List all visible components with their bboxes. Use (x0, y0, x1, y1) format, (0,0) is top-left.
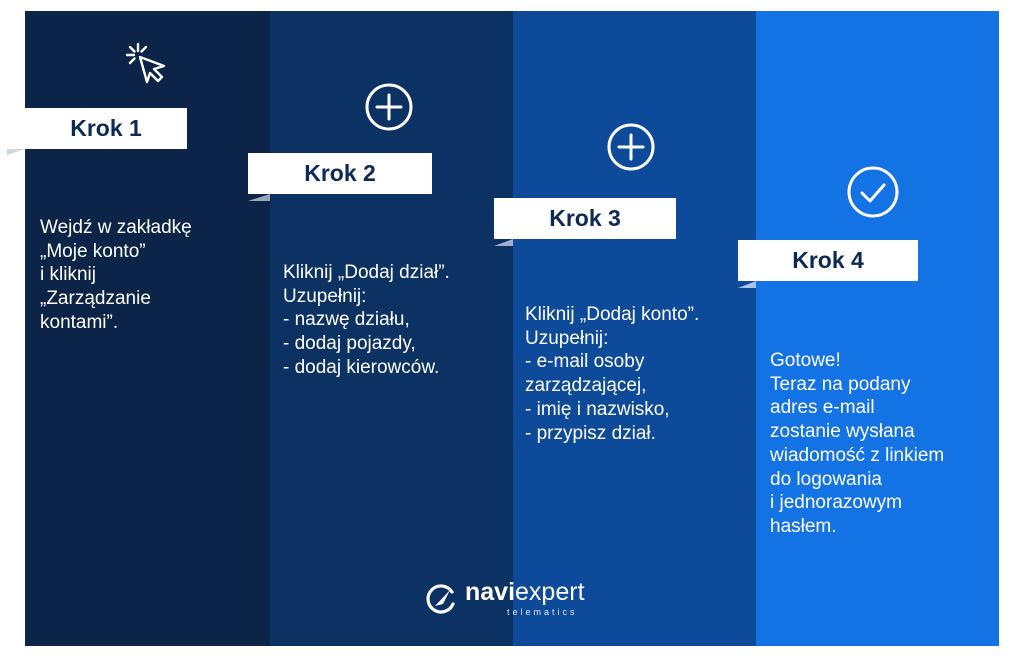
step-4-line: adres e-mail (770, 397, 875, 419)
step-1-line: i kliknij (40, 264, 96, 286)
step-4-line: zostanie wysłana (770, 421, 915, 443)
step-2-tag-fold (248, 194, 270, 201)
step-3-line: - imię i nazwisko, (525, 398, 670, 420)
step-3-line: - przypisz dział. (525, 422, 656, 444)
step-4-line: i jednorazowym (770, 492, 902, 514)
step-3-label: Krok 3 (549, 205, 621, 231)
step-2-line: Kliknij „Dodaj dział”. (283, 262, 450, 283)
step-3-line: - e-mail osoby (525, 351, 645, 373)
step-1-tag-fold (7, 149, 25, 155)
step-4-line: wiadomość z linkiem (770, 444, 945, 466)
plus-circle-icon (362, 80, 416, 134)
step-1-label: Krok 1 (70, 115, 142, 141)
step-1-line: kontami”. (40, 311, 119, 333)
step-3-column (513, 11, 756, 646)
step-4-label: Krok 4 (792, 247, 864, 273)
step-1-line: „Zarządzanie (40, 288, 151, 310)
step-2-description (283, 261, 450, 380)
naviexpert-logo (425, 577, 635, 625)
step-2-line: - dodaj kierowców. (283, 356, 440, 378)
step-4-line: do logowania (770, 468, 882, 490)
step-2-tag (248, 153, 432, 194)
step-4-tag-fold (738, 281, 756, 288)
step-2-line: - nazwę działu, (283, 309, 410, 331)
logo-subtitle: telematics (507, 607, 578, 617)
step-2-line: - dodaj pojazdy, (283, 333, 416, 355)
step-4-line: Gotowe! (770, 350, 841, 371)
step-4-column (756, 11, 999, 646)
cursor-click-icon (124, 40, 172, 88)
step-3-tag-fold (494, 239, 513, 246)
step-4-tag (738, 240, 918, 281)
step-2-column (270, 11, 516, 646)
step-3-line: Uzupełnij: (525, 327, 609, 349)
check-circle-icon (845, 164, 901, 220)
step-3-line: Kliknij „Dodaj konto”. (525, 304, 700, 325)
navi-compass-icon (425, 583, 457, 620)
logo-name-bold: navi (465, 578, 516, 606)
step-3-line: zarządzającej, (525, 375, 647, 397)
step-1-line: „Moje konto” (40, 240, 146, 262)
step-4-description (770, 349, 944, 539)
step-2-label: Krok 2 (304, 160, 376, 186)
step-4-line: hasłem. (770, 515, 837, 537)
step-1-tag (25, 108, 187, 149)
steps-board (25, 11, 999, 646)
step-2-line: Uzupełnij: (283, 285, 367, 307)
step-1-description (40, 216, 192, 335)
plus-circle-icon (604, 120, 658, 174)
step-1-column (25, 11, 270, 646)
logo-name-light: expert (515, 578, 585, 606)
step-1-line: Wejdź w zakładkę (40, 217, 192, 238)
step-3-description (525, 303, 699, 445)
step-3-tag (494, 198, 676, 239)
logo-wordmark (465, 578, 585, 607)
step-4-line: Teraz na podany (770, 373, 911, 395)
